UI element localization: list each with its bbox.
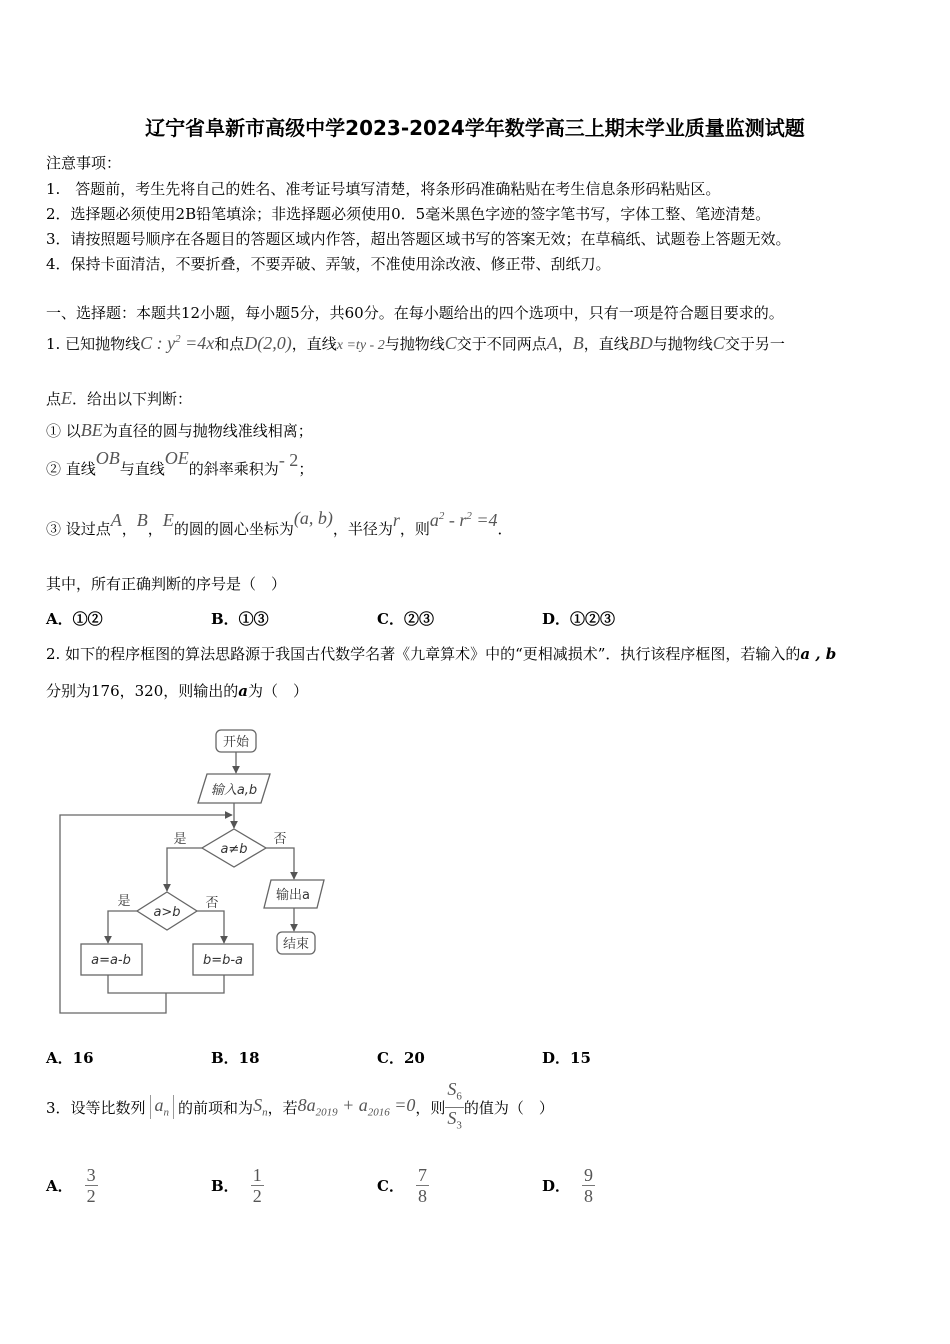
flow-no2: 否	[205, 896, 219, 911]
flow-yes2: 是	[117, 894, 131, 909]
math: $a_n$	[150, 1095, 175, 1119]
math-fraction: $\frac{S_6}{S_3}$	[447, 1078, 462, 1132]
page-title: 辽宁省阜新市高级中学2023-2024学年数学高三上期末学业质量监测试题	[145, 116, 805, 140]
flow-assign-a-text: a=a-b	[91, 953, 131, 968]
flow-start-text: 开始	[222, 735, 250, 750]
q3-option-c[interactable]: C． $\frac{7}{8}$	[377, 1165, 427, 1206]
flow-yes1: 是	[173, 832, 187, 847]
q1-option-d[interactable]: D．①②③	[542, 610, 616, 628]
q1-text: ，直线	[583, 335, 629, 353]
q3-option-d[interactable]: D． $\frac{9}{8}$	[542, 1165, 594, 1206]
flow-cond2-text: a>b	[153, 905, 181, 920]
q3-option-b[interactable]: B． $\frac{1}{2}$	[211, 1165, 262, 1206]
flow-assign-b-text: b=b-a	[202, 953, 244, 968]
q1-text: ，	[557, 335, 573, 353]
notice-item: 3．请按照题号顺序在各题目的答题区域内作答，超出答题区域书写的答案无效；在草稿纸、试题卷上答题无效。	[46, 230, 791, 248]
q2-option-a[interactable]: A．16	[46, 1049, 94, 1067]
q1-text: 1. 已知抛物线	[46, 335, 141, 353]
q2-line2: 分别为176，320，则输出的a为（ ）	[46, 682, 309, 700]
q1-text: 交于另一	[724, 335, 785, 353]
q3-line: 3．设等比数列 $a_n$ 的前项和为 $S_n$ ，若 $8a_{2019} + a_{2016} =0$ ，则 $\frac{S_6}{S_3}$ 的值为（ ）	[46, 1082, 554, 1132]
math: $S_n$	[253, 1095, 268, 1119]
q1-text: 与抛物线	[652, 335, 713, 353]
q1-judgement-2: ② 直线OB与直线OE的斜率乘积为- 2；	[46, 448, 314, 478]
flow-end-text: 结束	[282, 937, 310, 952]
q2-option-c[interactable]: C．20	[377, 1049, 425, 1067]
flow-input-text: 输入a,b	[210, 783, 258, 798]
q1-option-a[interactable]: A．①②	[46, 610, 103, 628]
q1-option-b[interactable]: B．①③	[211, 610, 269, 628]
math: C : $y^2 =4x$	[140, 333, 215, 353]
q1-text: 与抛物线	[384, 335, 445, 353]
flow-output-text: 输出a	[276, 888, 310, 903]
notice-heading: 注意事项：	[46, 154, 122, 172]
math: C	[712, 333, 725, 353]
flow-no1: 否	[273, 832, 287, 847]
math: C	[444, 333, 457, 353]
notice-item: 1. 答题前，考生先将自己的姓名、准考证号填写清楚，将条形码准确粘贴在考生信息条形码粘贴区。	[46, 180, 721, 198]
math: $8a_{2019} + a_{2016} =0$	[297, 1095, 416, 1119]
notice-item: 2．选择题必须使用2B铅笔填涂；非选择题必须使用0．5毫米黑色字迹的签字笔书写，字体工整、笔迹清楚。	[46, 205, 771, 223]
q2-option-b[interactable]: B．18	[211, 1049, 260, 1067]
q1-question: 其中，所有正确判断的序号是（ ）	[46, 575, 287, 593]
math: A	[546, 333, 558, 353]
q1-text: ，直线	[291, 335, 337, 353]
q2-line1: 2. 如下的程序框图的算法思路源于我国古代数学名著《九章算术》中的“更相减损术”．执行该程序框图，若输入的a , b	[46, 645, 837, 663]
math: B	[572, 333, 584, 353]
notice-item: 4．保持卡面清洁，不要折叠，不要弄破、弄皱，不准使用涂改液、修正带、刮纸刀。	[46, 255, 611, 273]
flow-cond1-text: a≠b	[220, 842, 248, 857]
math: D(2,0)	[244, 333, 292, 353]
section-heading: 一、选择题：本题共12小题，每小题5分，共60分。在每小题给出的四个选项中，只有一项是符合题目要求的。	[46, 304, 784, 322]
q1-line2: 点E．给出以下判断：	[46, 388, 193, 408]
math: x =ty - 2	[336, 338, 385, 353]
q1-text: 和点	[214, 335, 245, 353]
q1-text: 交于不同两点	[456, 335, 547, 353]
q1-option-c[interactable]: C．②③	[377, 610, 434, 628]
q2-option-d[interactable]: D．15	[542, 1049, 591, 1067]
q1-judgement-3: ③ 设过点A，B，E的圆的圆心坐标为(a, b)，半径为r，则$a^2 - r^2 =4$．	[46, 508, 513, 538]
q3-option-a[interactable]: A． $\frac{3}{2}$	[46, 1165, 96, 1206]
math: BD	[628, 333, 653, 353]
q1-judgement-1: ① 以BE为直径的圆与抛物线准线相离；	[46, 420, 313, 440]
